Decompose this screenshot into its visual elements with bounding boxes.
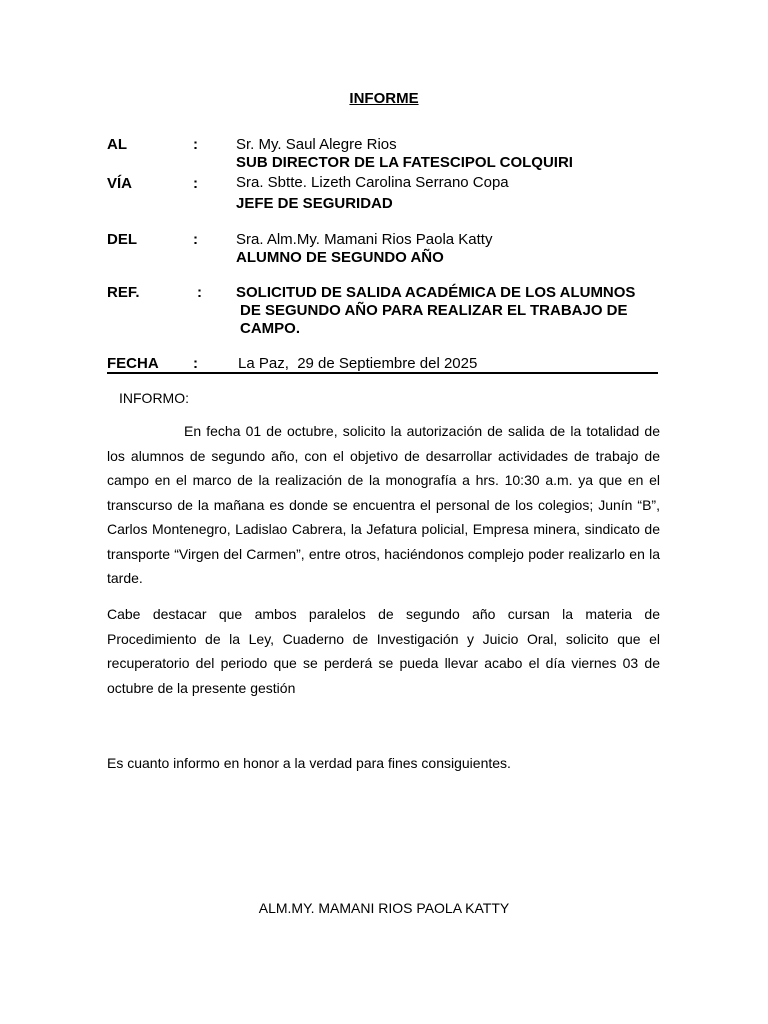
fecha-colon: : — [193, 355, 198, 372]
body-paragraph-1: En fecha 01 de octubre, solicito la autorización de salida de la totalidad de los alumnos de segundo año, con el objetivo de desarrollar actividades de trabajo de campo en el marco de la realización de la monografía a hrs. 10:30 a.m. ya que en el transcurso de la mañana es donde se encuentra el personal de los colegios; Junín “B”, Carlos Montenegro, Ladislao Cabrera, la Jefatura policial, Empresa minera, sindicato de transporte “Virgen del Carmen”, entre otros, haciéndonos complejo poder realizarlo en la tarde. — [107, 423, 660, 586]
del-name: Sra. Alm.My. Mamani Rios Paola Katty — [236, 231, 493, 248]
al-label: AL — [107, 136, 127, 153]
ref-colon: : — [197, 284, 202, 301]
ref-line-1: SOLICITUD DE SALIDA ACADÉMICA DE LOS ALUMNOS — [236, 284, 636, 301]
body-paragraph-2: Cabe destacar que ambos paralelos de segundo año cursan la materia de Procedimiento de la Ley, Cuaderno de Investigación y Juicio Oral, solicito que el recuperatorio del periodo que se perderá se pueda llevar acabo el día viernes 03 de octubre de la presente gestión — [107, 606, 660, 696]
via-position: JEFE DE SEGURIDAD — [236, 195, 393, 212]
via-label: VÍA — [107, 175, 133, 192]
via-colon: : — [193, 175, 198, 192]
fecha-label: FECHA — [107, 355, 159, 372]
al-position: SUB DIRECTOR DE LA FATESCIPOL COLQUIRI — [236, 154, 573, 171]
al-name: Sr. My. Saul Alegre Rios — [236, 136, 397, 153]
ref-label: REF. — [107, 284, 140, 301]
fecha-value: La Paz, 29 de Septiembre del 2025 — [238, 355, 478, 372]
al-colon: : — [193, 136, 198, 153]
ref-line-3: CAMPO. — [240, 320, 300, 337]
closing-statement: Es cuanto informo en honor a la verdad para fines consiguientes. — [107, 755, 511, 771]
del-position: ALUMNO DE SEGUNDO AÑO — [236, 249, 444, 266]
del-colon: : — [193, 231, 198, 248]
signature-name: ALM.MY. MAMANI RIOS PAOLA KATTY — [258, 900, 510, 916]
del-label: DEL — [107, 231, 137, 248]
ref-line-2: DE SEGUNDO AÑO PARA REALIZAR EL TRABAJO DE — [240, 302, 628, 319]
informo-label: INFORMO: — [119, 390, 189, 406]
via-name: Sra. Sbtte. Lizeth Carolina Serrano Copa — [236, 174, 509, 191]
header-divider — [107, 372, 658, 374]
document-title: INFORME — [349, 90, 419, 107]
